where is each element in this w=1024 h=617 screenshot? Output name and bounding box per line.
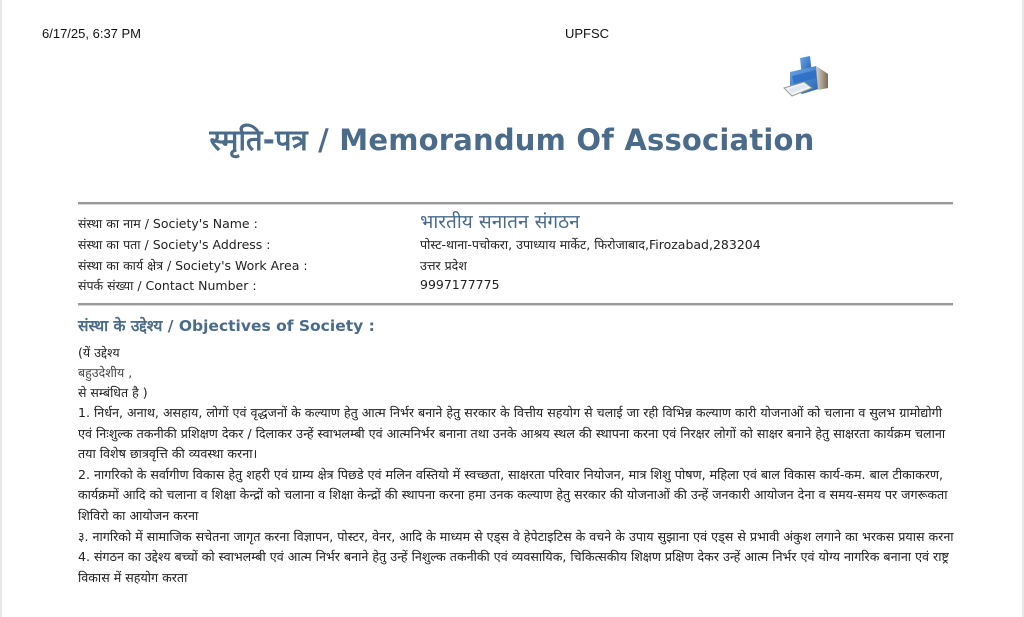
society-address-label: संस्था का पता / Society's Address :	[78, 237, 271, 252]
objectives-category: बहुउदेशीय ,	[78, 365, 133, 380]
society-work-area-value: उत्तर प्रदेश	[420, 257, 467, 273]
divider-top	[78, 202, 953, 205]
objectives-section	[78, 314, 958, 588]
society-name-value: भारतीय सनातन संगठन	[420, 211, 580, 233]
contact-number-row	[78, 274, 953, 295]
divider-middle	[78, 303, 953, 306]
society-address-row	[78, 233, 953, 254]
society-address-value: पोस्ट-थाना-पचोकरा, उपाध्याय मार्केट, फिरोजाबाद,Firozabad,283204	[420, 237, 761, 252]
objectives-heading: संस्था के उद्देश्य / Objectives of Society :	[78, 317, 375, 335]
contact-number-value: 9997177775	[420, 277, 500, 292]
objectives-intro	[78, 343, 958, 403]
printer-icon[interactable]	[782, 52, 834, 100]
page-edge-left	[0, 0, 2, 617]
society-name-row	[78, 208, 953, 233]
objectives-intro-line-1: (यें उद्देश्य	[78, 345, 120, 360]
contact-number-label: संपर्क संख्या / Contact Number :	[78, 278, 257, 293]
objective-item: 4. संगठन का उद्देश्य बच्चों को स्वाभलम्बी एवं आत्म निर्भर बनाने हेतु उन्हें निशुल्क तकनीकी एवं व्यवसायिक, चिकित्सकीय शिक्षण प्रक्षिण देकर उन्हें आत्म निर्भर एवं योग्य नागरिक बनाना एवं राष्ट्र विकास में सहयोग करता	[78, 549, 949, 585]
society-work-area-row	[78, 254, 953, 275]
society-info	[78, 208, 953, 295]
objective-item: ३. नागरिको में सामाजिक सचेतना जागृत करना विज्ञापन, पोस्टर, वेनर, आदि के माध्यम से एड्स वे हेपेटाइटिस के वचने के उपाय सुझाना एवं एड्स से प्रभावी अंकुश लगाने का भरकस प्रयास करना	[78, 528, 954, 544]
print-date: 6/17/25, 6:37 PM	[42, 26, 142, 41]
society-work-area-label: संस्था का कार्य क्षेत्र / Society's Work Area :	[78, 257, 308, 273]
objective-item: 1. निर्धन, अनाथ, असहाय, लोगों एवं वृद्धजनों के कल्याण हेतु आत्म निर्भर बनाने हेतु सरकार के वित्तीय सहयोग से चलाई जा रही विभिन्न कल्याण कारी योजनाओं को चलाना व सुलभ ग्रामोद्योगी एवं निःशुल्क तकनीकी प्रशिक्षण देकर / दिलाकर उन्हें स्वाभलम्बी एवं आत्मनिर्भर बनाना तथा उनके आश्रय स्थल की स्थापना करना एवं निरक्षर लोगों को साक्षर बनाने हेतु साक्षरता कार्यक्रम चलाना तया विशेष छात्रवृत्ति की व्यवस्था करना।	[78, 405, 946, 462]
page-title: स्मृति-पत्र / Memorandum Of Association	[209, 123, 815, 157]
society-name-label: संस्था का नाम / Society's Name :	[78, 216, 258, 231]
objectives-list	[78, 403, 958, 588]
print-header	[0, 26, 1024, 42]
objectives-intro-line-3: से सम्बंधित है )	[78, 385, 148, 400]
print-site-title: UPFSC	[565, 26, 610, 41]
objective-item: 2. नागरिको के सर्वागीण विकास हेतु शहरी एवं ग्राम्य क्षेत्र पिछडे एवं मलिन वस्तियो में स्वच्छता, साक्षरता परिवार नियोजन, मात्र शिशु पोषण, महिला एवं बाल विकास कार्य-कम. बाल टीकाकरण, कार्यक्रमों आदि को चलाना व शिक्षा केन्द्रों को चलाना व शिक्षा केन्द्रों की स्थापना करना हमा उनक कल्याण हेतु सरकार की योजनाओं की उन्हें जनकारी आयोजन देना व समय-समय पर जगरूकता शिविरो का आयोजन करना	[78, 466, 948, 523]
